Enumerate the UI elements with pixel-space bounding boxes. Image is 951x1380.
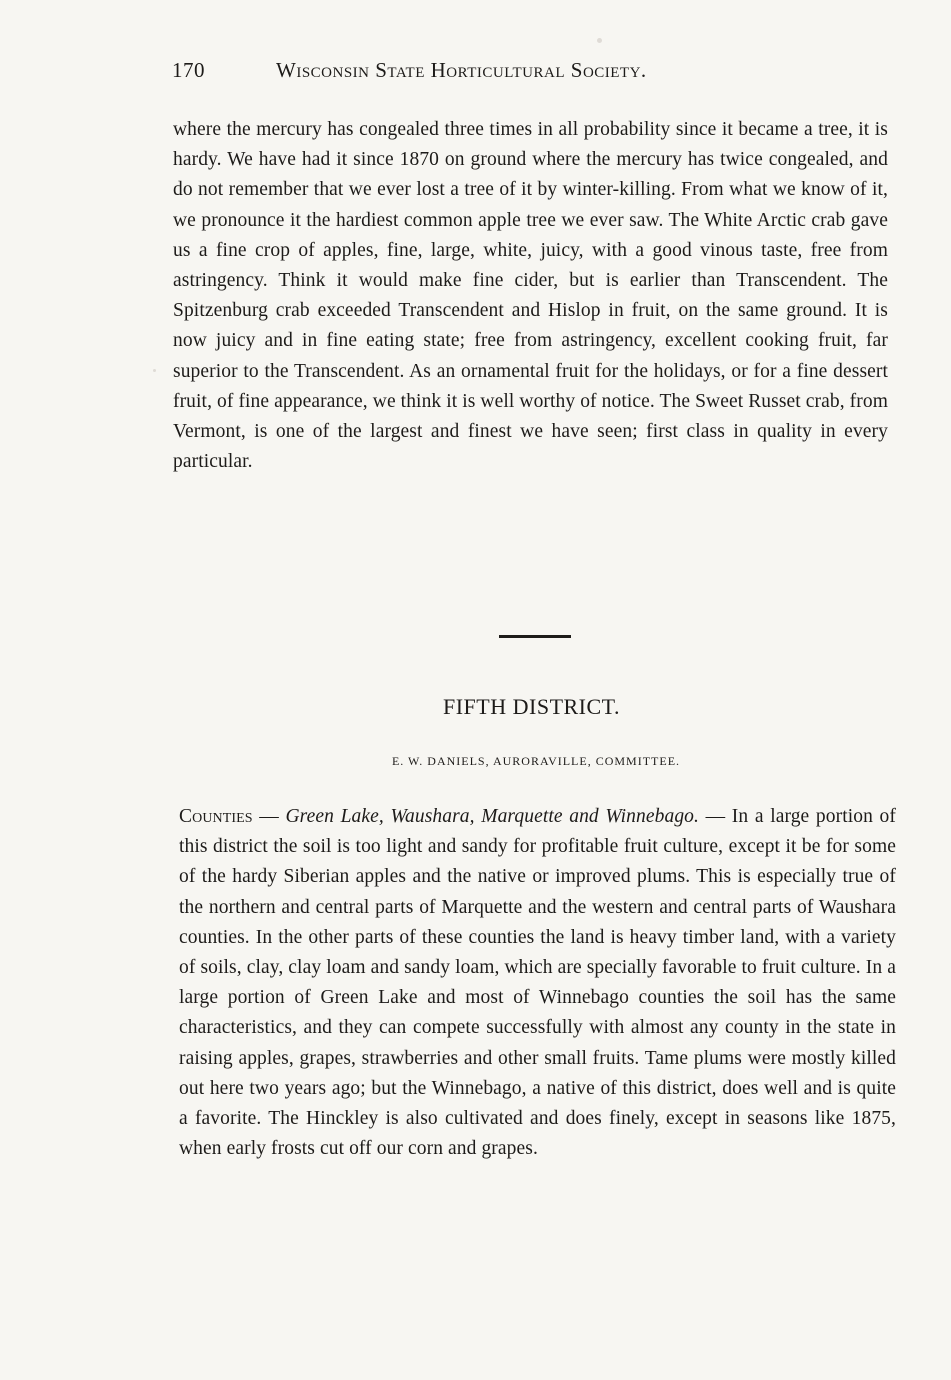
- committee-line: E. W. DANIELS, AURORAVILLE, COMMITTEE.: [391, 754, 681, 768]
- district-paragraph: [179, 802, 896, 1164]
- running-title: Wisconsin State Horticultural Society.: [276, 58, 647, 82]
- district-paragraph-body: In a large portion of this district the soil is too light and sandy for profitable fruit culture, except it be for some of the hardy Siberian apples and the native or improved plums. This is especially true of the northern and central parts of Marquette and the western and central parts of Waushara counties. In the other parts of these counties the land is heavy timber land, with a variety of soils, clay, clay loam and sandy loam, which are specially favorable to fruit culture. In a large portion of Green Lake and most of Winnebago counties the soil has the same characteristics, and they can compete successfully with almost any county in the state in raising apples, grapes, strawberries and other small fruits. Tame plums were mostly killed out here two years ago; but the Winnebago, a native of this district, does well and is quite a favorite. The Hinckley is also cultivated and does finely, except in seasons like 1875, when early frosts cut off our corn and grapes.: [179, 806, 896, 1160]
- counties-label: Counties: [179, 806, 253, 827]
- section-heading: FIFTH DISTRICT.: [443, 694, 620, 719]
- scan-speck: [597, 38, 602, 43]
- page-number: 170: [172, 58, 205, 82]
- em-dash: —: [252, 806, 286, 827]
- page-header: [172, 58, 812, 88]
- em-dash: —: [699, 806, 732, 827]
- counties-list: Green Lake, Waushara, Marquette and Winnebago.: [285, 806, 699, 827]
- body-paragraph: where the mercury has congealed three times in all probability since it became a tree, it is hardy. We have had it since 1870 on ground where the mercury has twice congealed, and do not remember that we ever lost a tree of it by winter-killing. From what we know of it, we pronounce it the hardiest common apple tree we ever saw. The White Arctic crab gave us a fine crop of apples, fine, large, white, juicy, with a good vinous taste, free from astringency. Think it would make fine cider, but is earlier than Transcendent. The Spitzenburg crab exceeded Transcendent and Hislop in fruit, on the same ground. It is now juicy and in fine eating state; free from astringency, excellent cooking fruit, far superior to the Transcendent. As an ornamental fruit for the holidays, or for a fine dessert fruit, of fine appearance, we think it is well worthy of notice. The Sweet Russet crab, from Vermont, is one of the largest and finest we have seen; first class in quality in every particular.: [173, 119, 888, 473]
- scan-speck: [153, 369, 156, 372]
- section-divider: [499, 635, 571, 638]
